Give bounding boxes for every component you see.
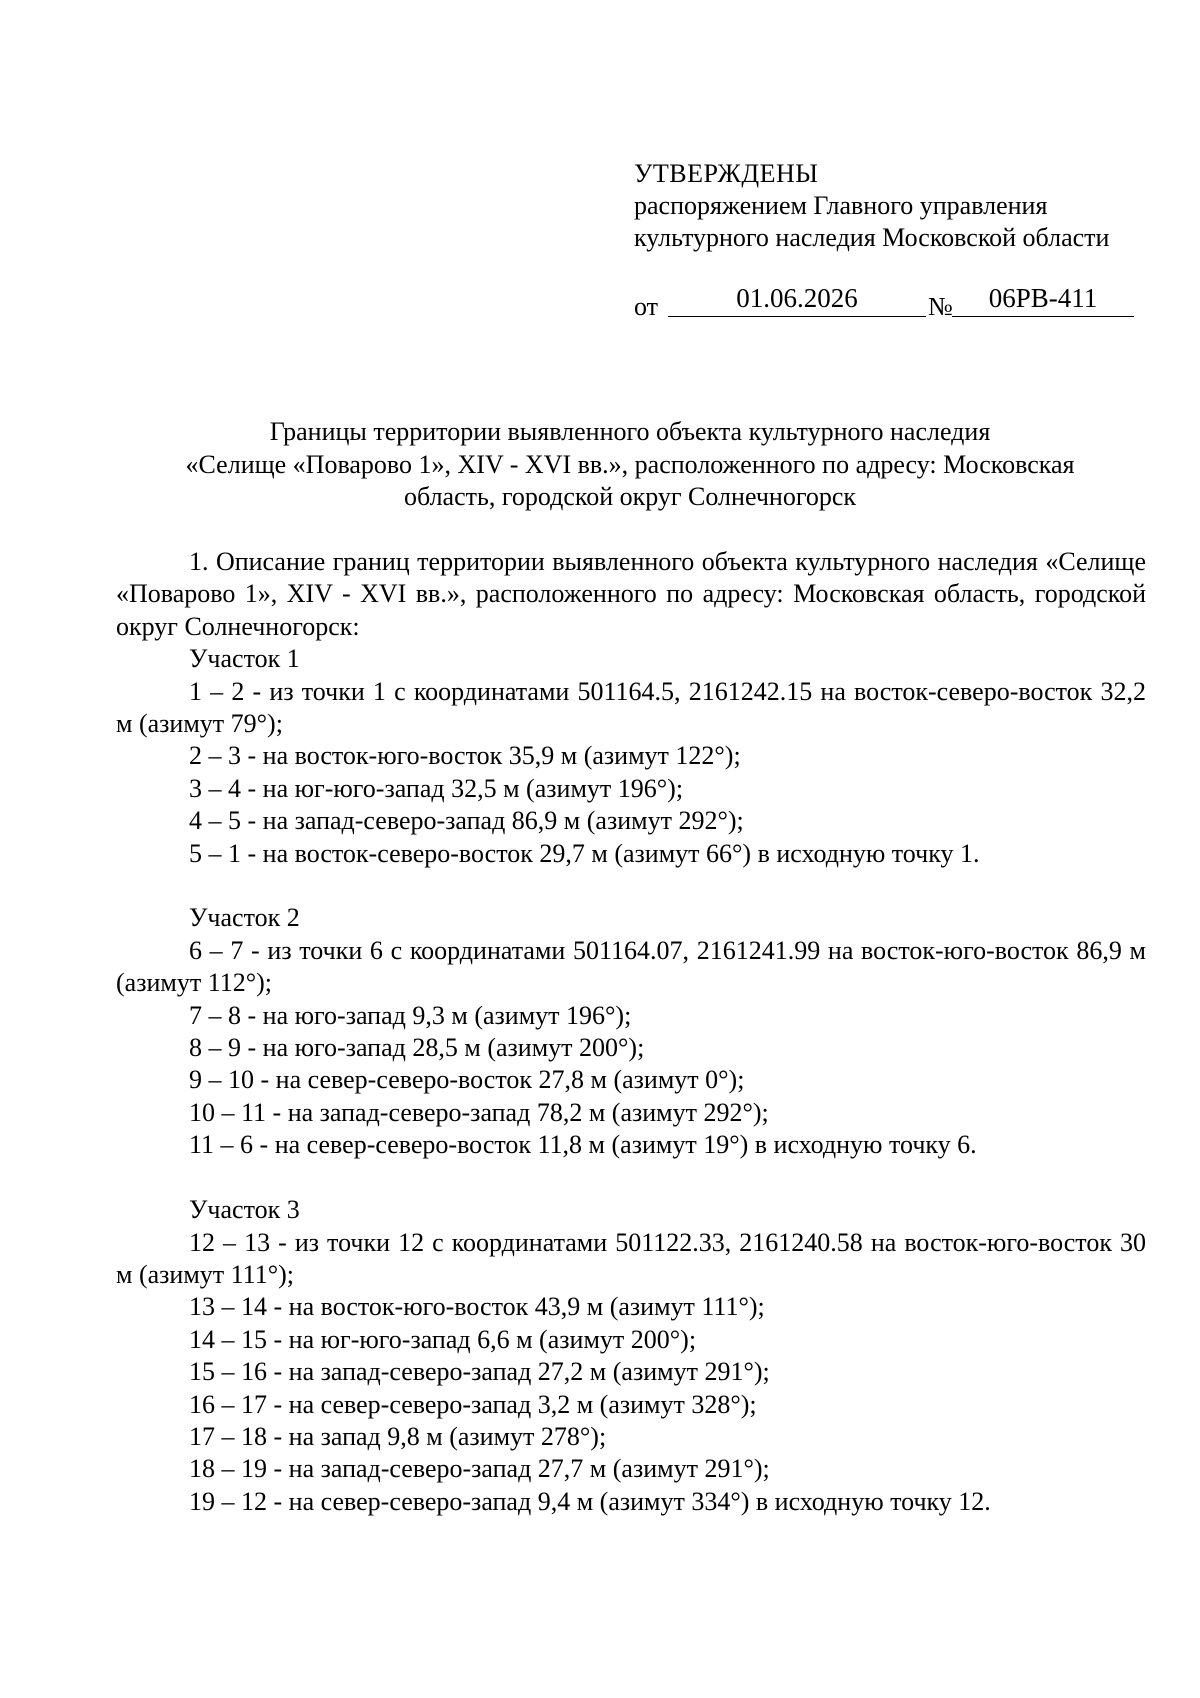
boundary-segment: 3 – 4 - на юг-юго-запад 32,5 м (азимут 196°);: [189, 773, 684, 803]
boundary-segment-first: 1 – 2 - из точки 1 с координатами 501164.5, 2161242.15 на восток-северо-восток 32,2 м (азимут 79°);: [116, 676, 1146, 739]
approval-line-1: распоряжением Главного управления: [634, 191, 1048, 220]
boundary-segment: 4 – 5 - на запад-северо-запад 86,9 м (азимут 292°);: [189, 806, 744, 836]
boundary-segment: 5 – 1 - на восток-северо-восток 29,7 м (азимут 66°) в исходную точку 1.: [189, 838, 980, 868]
approval-line-2: культурного наследия Московской области: [634, 223, 1110, 252]
document-title: [120, 416, 1140, 514]
section-heading: Участок 1: [189, 644, 300, 674]
spacer: [116, 870, 1146, 902]
boundary-segment: 17 – 18 - на запад 9,8 м (азимут 278°);: [189, 1421, 607, 1451]
boundary-segment-first: 6 – 7 - из точки 6 с координатами 501164.07, 2161241.99 на восток-юго-восток 86,9 м (азимут 112°);: [116, 935, 1146, 998]
boundary-segment: 16 – 17 - на север-северо-запад 3,2 м (азимут 328°);: [189, 1389, 757, 1419]
section-heading: Участок 2: [189, 903, 300, 933]
title-line-1: Границы территории выявленного объекта культурного наследия: [269, 417, 991, 446]
approval-block: [634, 158, 1109, 254]
intro-paragraph: 1. Описание границ территории выявленного объекта культурного наследия «Селище «Поварово 1», XIV - XVI вв.», расположенного по адресу: Московская область, городской округ Солнечногорск:: [116, 547, 1146, 641]
approval-date: 01.06.2026: [668, 282, 926, 317]
boundary-segment: 19 – 12 - на север-северо-запад 9,4 м (азимут 334°) в исходную точку 12.: [189, 1486, 991, 1516]
boundary-segment: 8 – 9 - на юго-запад 28,5 м (азимут 200°);: [189, 1033, 645, 1063]
boundary-segment: 9 – 10 - на север-северо-восток 27,8 м (азимут 0°);: [189, 1065, 745, 1095]
section-1: [116, 643, 1146, 870]
boundary-segment: 14 – 15 - на юг-юго-запад 6,6 м (азимут 200°);: [189, 1324, 697, 1354]
boundary-segment: 15 – 16 - на запад-северо-запад 27,2 м (азимут 291°);: [189, 1357, 770, 1387]
section-3: [116, 1194, 1146, 1518]
title-line-2: «Селище «Поварово 1», XIV - XVI вв.», расположенного по адресу: Московская: [185, 449, 1075, 479]
spacer: [116, 1162, 1146, 1194]
title-line-3: область, городской округ Солнечногорск: [403, 482, 857, 511]
boundary-segment: 10 – 11 - на запад-северо-запад 78,2 м (азимут 292°);: [189, 1097, 769, 1127]
number-sign: №: [928, 292, 953, 321]
approval-number: 06РВ-411: [952, 282, 1134, 317]
document-body: [116, 546, 1146, 1518]
approval-heading: УТВЕРЖДЕНЫ: [634, 159, 819, 188]
approval-date-line: [634, 282, 1134, 322]
boundary-segment: 2 – 3 - на восток-юго-восток 35,9 м (азимут 122°);: [189, 741, 741, 771]
boundary-segment: 7 – 8 - на юго-запад 9,3 м (азимут 196°);: [189, 1000, 632, 1030]
boundary-segment: 11 – 6 - на север-северо-восток 11,8 м (азимут 19°) в исходную точку 6.: [189, 1130, 977, 1160]
boundary-segment: 18 – 19 - на запад-северо-запад 27,7 м (азимут 291°);: [189, 1454, 770, 1484]
section-2: [116, 902, 1146, 1161]
section-heading: Участок 3: [189, 1195, 300, 1225]
boundary-segment: 13 – 14 - на восток-юго-восток 43,9 м (азимут 111°);: [189, 1292, 765, 1322]
date-prefix: от: [634, 292, 659, 321]
boundary-segment-first: 12 – 13 - из точки 12 с координатами 501122.33, 2161240.58 на восток-юго-восток 30 м (азимут 111°);: [116, 1227, 1146, 1289]
